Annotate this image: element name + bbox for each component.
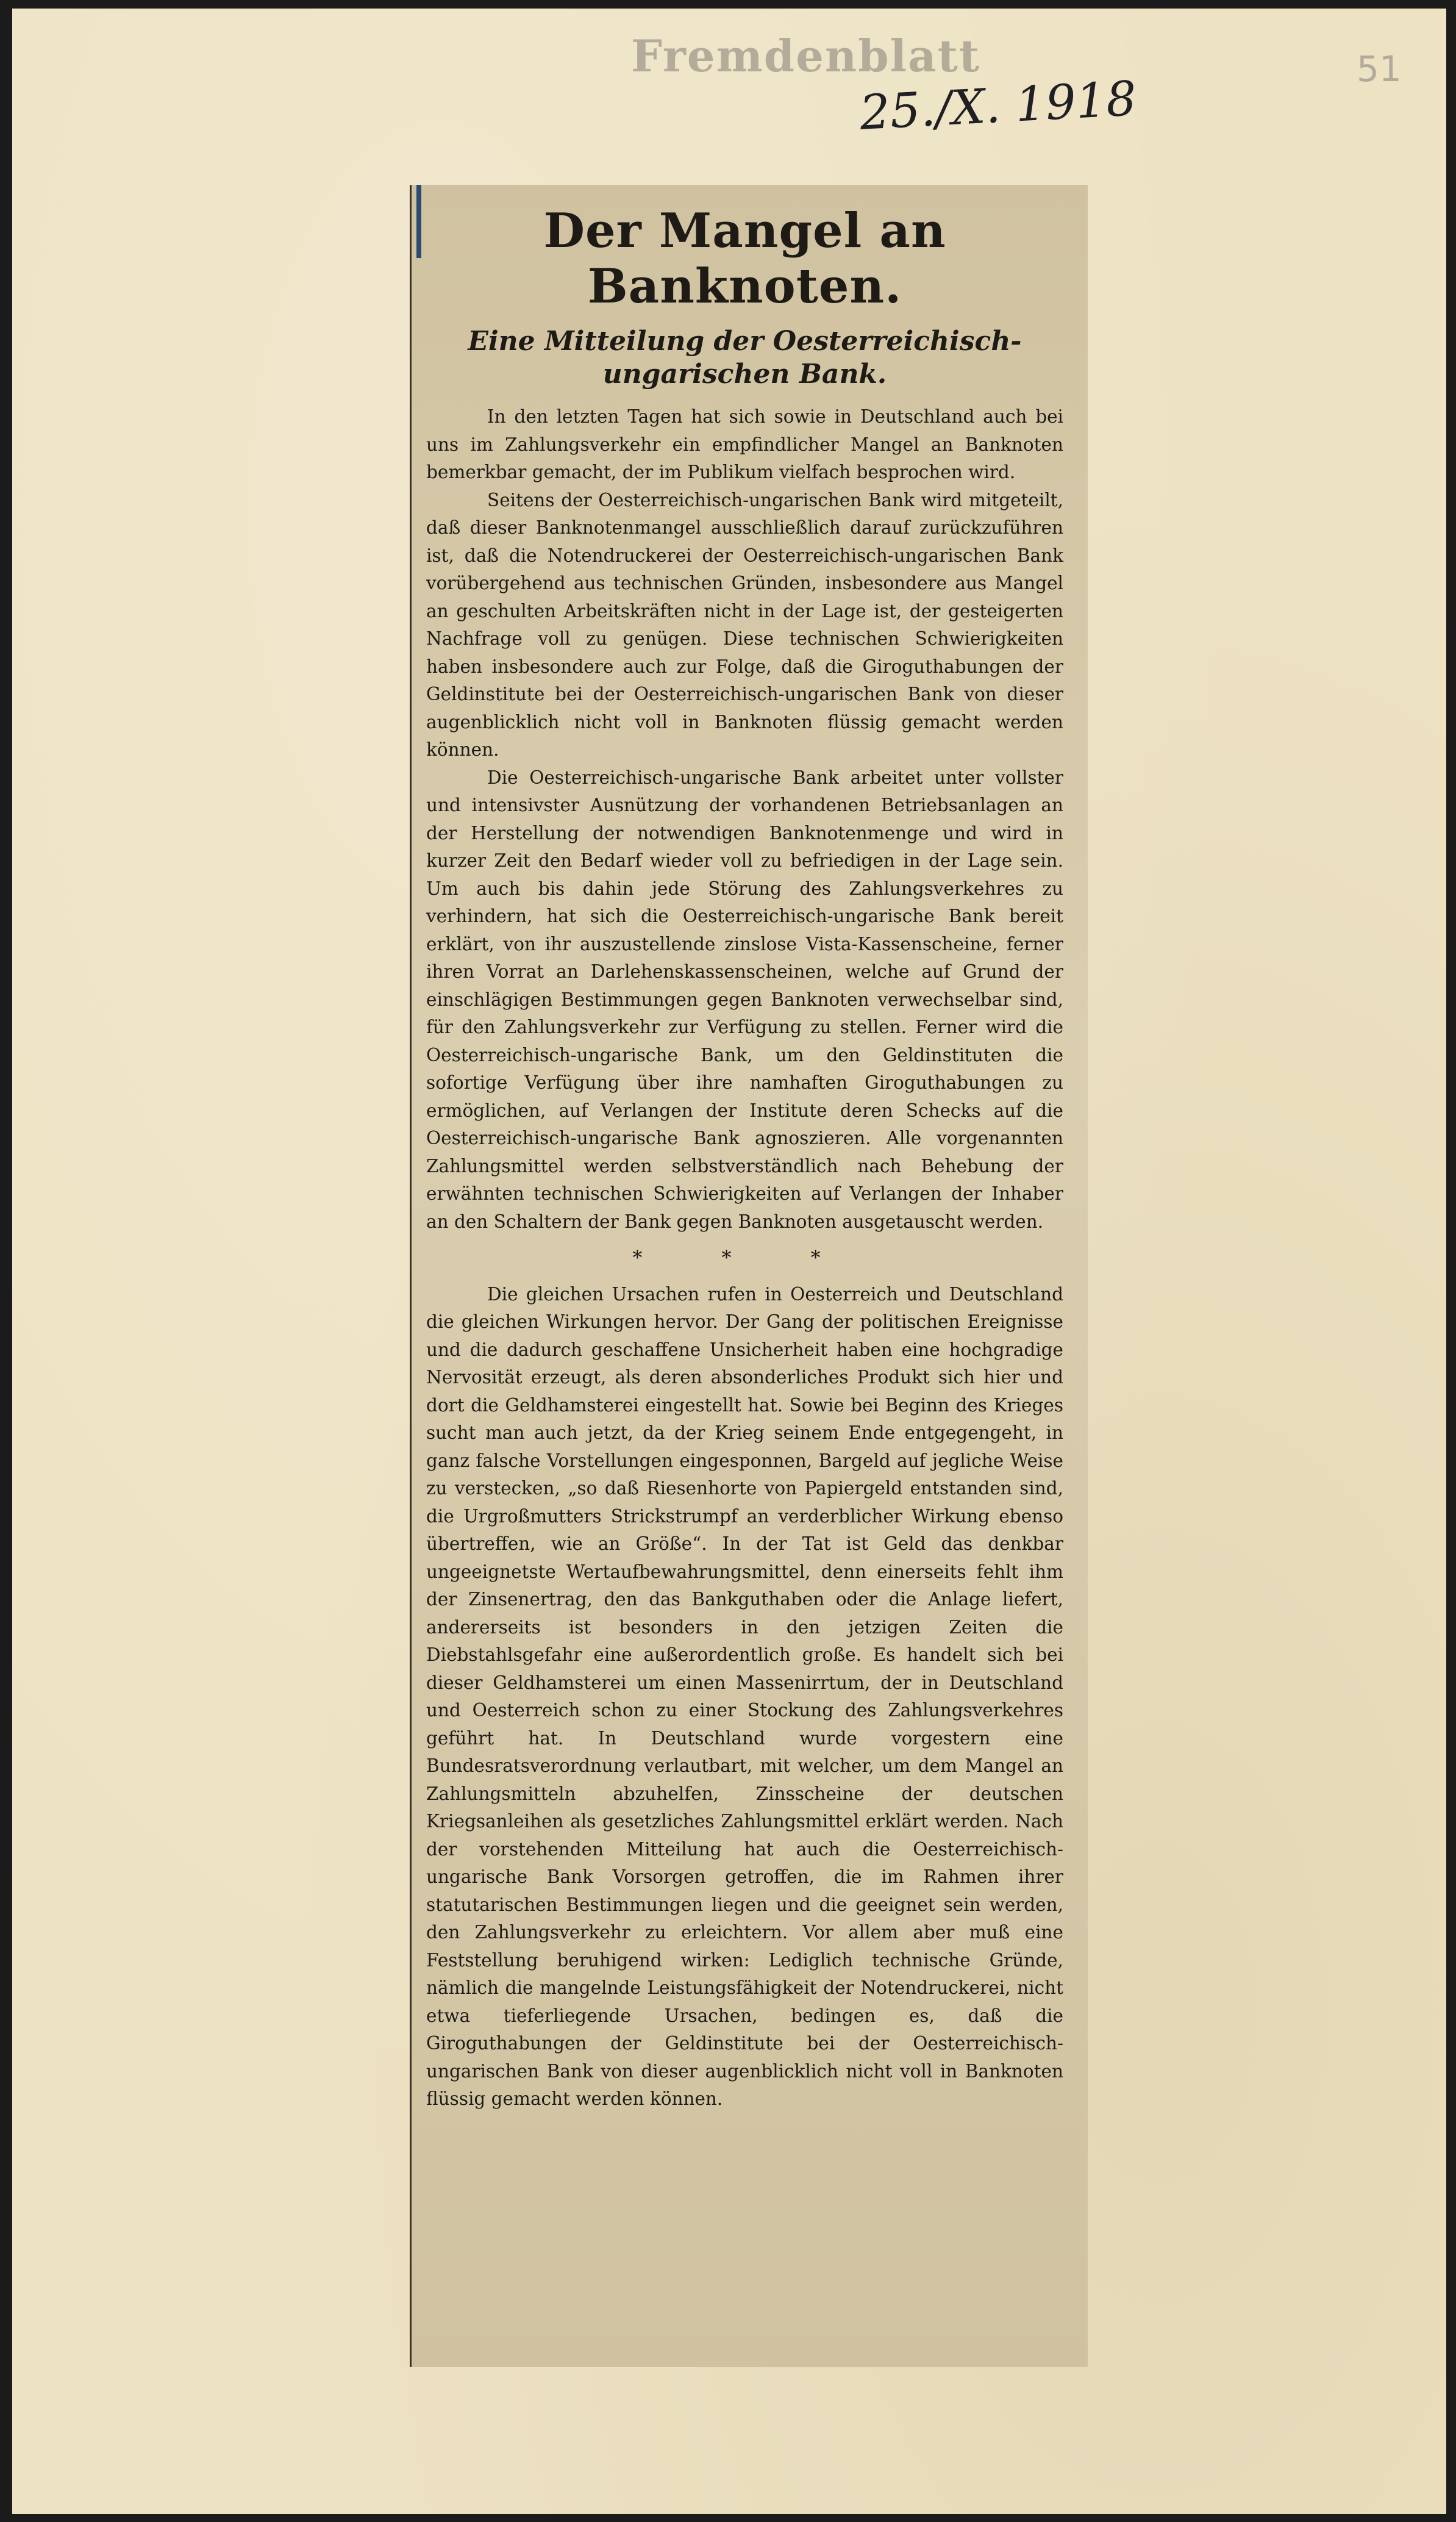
article-headline: Der Mangel an Banknoten.	[543, 203, 946, 314]
article-paragraph: Die gleichen Ursachen rufen in Oesterreich und Deutschland die gleichen Wirkungen hervor. Der Gang der politischen Ereignisse und die dadurch geschaffene Unsicherheit haben eine hochgradige Nervosität erzeugt, als deren absonderliches Produkt sich hier und dort die Geldhamsterei eingestellt hat. Sowie bei Beginn des Krieges sucht man auch jetzt, da der Krieg seinem Ende entgegengeht, in ganz falsche Vorstellungen eingesponnen, Bargeld auf jegliche Weise zu verstecken, „so daß Riesenhorte von Papiergeld entstanden sind, die Urgroßmutters Strickstrumpf an verderblicher Wirkung ebenso übertreffen, wie an Größe“. In der Tat ist Geld das denkbar ungeeignetste Wertaufbewahrungsmittel, denn einerseits fehlt ihm der Zinsenertrag, den das Bankguthaben oder die Anlage liefert, andererseits ist besonders in den jetzigen Zeiten die Diebstahlsgefahr eine außerordentlich große. Es handelt sich bei dieser Geldhamsterei um einen Massenirrtum, der in Deutschland und Oesterreich schon zu einer Stockung des Zahlungsverkehres geführt hat. In Deutschland wurde vorgestern eine Bundesratsverordnung verlautbart, mit welcher, um dem Mangel an Zahlungsmitteln abzuhelfen, Zinsscheine der deutschen Kriegsanleihen als gesetzliches Zahlungsmittel erklärt werden. Nach der vorstehenden Mitteilung hat auch die Oesterreichisch-ungarische Bank Vorsorgen getroffen, die im Rahmen ihrer statutarischen Bestimmungen liegen und die geeignet sein werden, den Zahlungsverkehr zu erleichtern. Vor allem aber muß eine Feststellung beruhigend wirken: Lediglich technische Gründe, nämlich die mangelnde Leistungsfähigkeit der Notendruckerei, nicht etwa tieferliegende Ursachen, bedingen es, daß die Giroguthabungen der Geldinstitute bei der Oesterreichisch-ungarischen Bank von dieser augenblicklich nicht voll in Banknoten flüssig gemacht werden können.	[426, 1283, 1063, 2109]
clipping-edge-mark	[416, 185, 421, 258]
article-paragraph: Seitens der Oesterreichisch-ungarischen Bank wird mitgeteilt, daß dieser Banknotenmangel ausschließlich darauf zurückzuführen ist, daß die Notendruckerei der Oesterreichisch-ungarischen Bank vorübergehend aus technischen Gründen, insbesondere aus Mangel an geschulten Arbeitskräften nicht in der Lage ist, der gesteigerten Nachfrage voll zu genügen. Diese technischen Schwierigkeiten haben insbesondere auch zur Folge, daß die Giroguthabungen der Geldinstitute bei der Oesterreichisch-ungarischen Bank von dieser augenblicklich nicht voll in Banknoten flüssig gemacht werden können.	[426, 489, 1063, 760]
article-paragraph: In den letzten Tagen hat sich sowie in Deutschland auch bei uns im Zahlungsverkehr ein empfindlicher Mangel an Banknoten bemerkbar gemacht, der im Publikum vielfach besprochen wird.	[426, 406, 1063, 482]
article-subhead: Eine Mitteilung der Oesterreichisch-ungarischen Bank.	[468, 326, 1022, 390]
handwritten-date: 25./X. 1918	[858, 71, 1138, 141]
page-number: 51	[1357, 48, 1402, 90]
newspaper-clipping	[410, 185, 1088, 2367]
article-paragraph: Die Oesterreichisch-ungarische Bank arbeitet unter vollster und intensivster Ausnützung der vorhandenen Betriebsanlagen an der Herstellung der notwendigen Banknotenmenge und wird in kurzer Zeit den Bedarf wieder voll zu befriedigen in der Lage sein. Um auch bis dahin jede Störung des Zahlungsverkehres zu verhindern, hat sich die Oesterreichisch-ungarische Bank bereit erklärt, von ihr auszustellende zinslose Vista-Kassenscheine, ferner ihren Vorrat an Darlehenskassenscheinen, welche auf Grund der einschlägigen Bestimmungen gegen Banknoten verwechselbar sind, für den Zahlungsverkehr zur Verfügung zu stellen. Ferner wird die Oesterreichisch-ungarische Bank, um den Geldinstituten die sofortige Verfügung über ihre namhaften Giroguthabungen zu ermöglichen, auf Verlangen der Institute deren Schecks auf die Oesterreichisch-ungarische Bank agnoszieren. Alle vorgenannten Zahlungsmittel werden selbstverständlich nach Behebung der erwähnten technischen Schwierigkeiten auf Verlangen der Inhaber an den Schaltern der Bank gegen Banknoten ausgetauscht werden.	[426, 767, 1063, 1232]
section-separator: * * *	[632, 1246, 857, 1269]
newspaper-stamp: Fremdenblatt	[631, 30, 981, 82]
article-body	[426, 403, 1063, 2113]
